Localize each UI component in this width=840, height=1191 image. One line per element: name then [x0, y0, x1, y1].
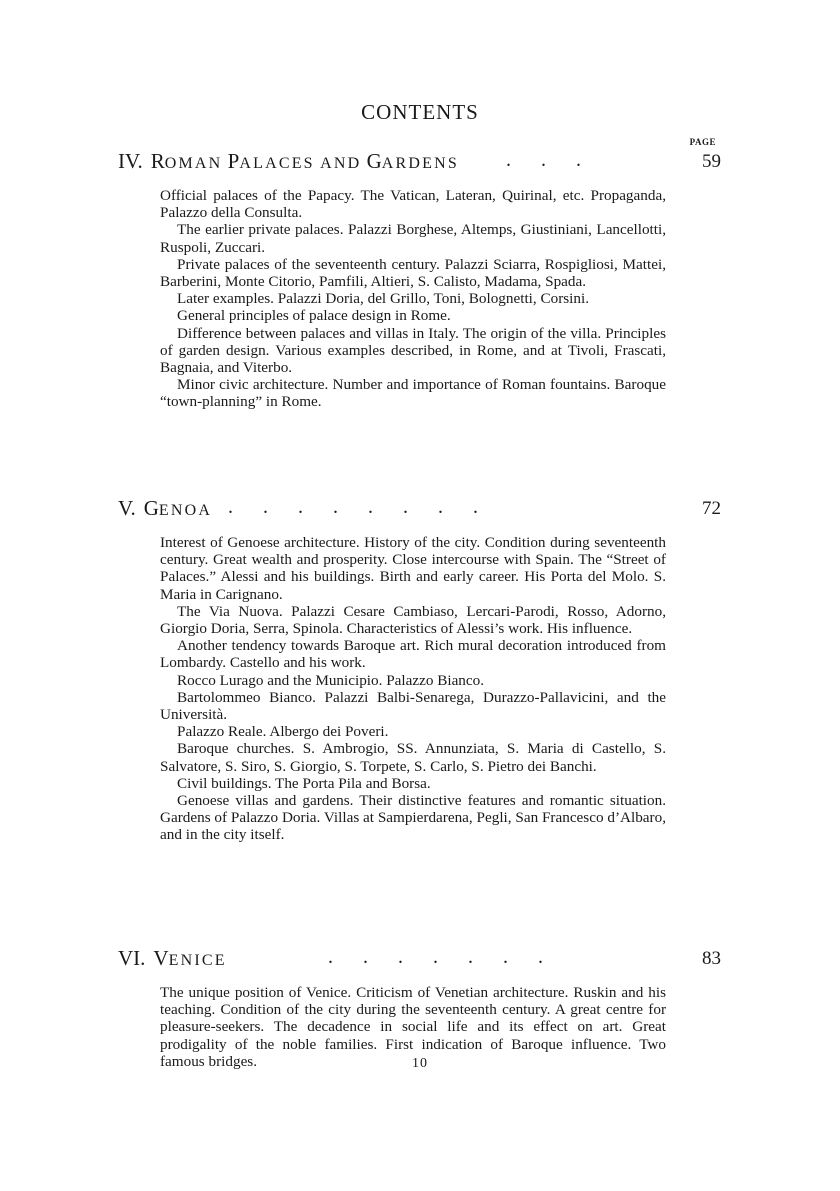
summary-paragraph: Another tendency towards Baroque art. Rich mural decoration introduced from Lombardy. Castello and his work.	[160, 637, 666, 672]
chapter-title-initial: G	[366, 149, 382, 173]
page-column-label: PAGE	[689, 137, 716, 147]
summary-paragraph: Interest of Genoese architecture. History of the city. Condition during seventeenth century. Great wealth and prosperity. Close intercourse with Spain. The “Street of Palaces.” Alessi and his buildings. Birth and early career. His Porta del Molo. S. Maria in Carignano.	[160, 534, 666, 603]
summary-paragraph: Genoese villas and gardens. Their distinctive features and romantic situation. Gardens of Palazzo Doria. Villas at Sampierdarena, Pegli, San Francesco d’Albaro, and in the city itself.	[160, 792, 666, 844]
summary-paragraph: Difference between palaces and villas in Italy. The origin of the villa. Principles of garden design. Various examples described, in Rome, and at Tivoli, Frascati, Bagnaia, and Viterbo.	[160, 324, 666, 377]
dot-leaders: . . . . . . . .	[228, 496, 478, 518]
chapter-vi	[118, 946, 721, 1070]
chapter-page-number: 83	[702, 948, 721, 969]
chapter-page-number: 72	[702, 498, 721, 519]
chapter-title-word: ENICE	[168, 952, 227, 969]
dot-leaders: . . . . . . .	[328, 946, 543, 968]
chapter-heading	[118, 946, 721, 976]
chapter-iv	[118, 149, 721, 411]
summary-paragraph: The Via Nuova. Palazzi Cesare Cambiaso, Lercari-Parodi, Rosso, Adorno, Giorgio Doria, Serra, Spinola. Characteristics of Alessi’s work. His influence.	[160, 602, 666, 638]
dot-leaders: . . .	[506, 149, 581, 171]
page-folio: 10	[412, 1056, 428, 1071]
summary-paragraph: Bartolommeo Bianco. Palazzi Balbi-Senarega, Durazzo-Pallavicini, and the Università.	[160, 688, 666, 724]
summary-paragraph: General principles of palace design in Rome.	[177, 307, 451, 325]
chapter-title-initial: V	[153, 946, 169, 970]
chapter-numeral: IV.	[118, 149, 143, 173]
chapter-title-word: OMAN	[164, 155, 223, 172]
chapter-heading	[118, 496, 721, 526]
page-title: CONTENTS	[361, 100, 479, 124]
chapter-v	[118, 496, 721, 844]
summary-paragraph: Minor civic architecture. Number and importance of Roman fountains. Baroque “town-planning” in Rome.	[160, 376, 666, 411]
chapter-numeral: VI.	[118, 946, 146, 970]
chapter-title-initial: G	[143, 496, 159, 520]
summary-paragraph: Civil buildings. The Porta Pila and Borsa.	[177, 774, 431, 792]
chapter-title-initial: P	[227, 149, 240, 173]
summary-paragraph: Palazzo Reale. Albergo dei Poveri.	[177, 723, 389, 741]
chapter-heading	[118, 149, 721, 179]
summary-paragraph: Rocco Lurago and the Municipio. Palazzo Bianco.	[177, 671, 485, 689]
summary-paragraph: Later examples. Palazzi Doria, del Grillo, Toni, Bolognetti, Corsini.	[177, 290, 590, 308]
chapter-title	[118, 149, 459, 174]
summary-paragraph: The earlier private palaces. Palazzi Borghese, Altemps, Giustiniani, Lancellotti, Ruspoli, Zuccari.	[160, 221, 666, 256]
chapter-numeral: V.	[118, 496, 136, 520]
chapter-page-number: 59	[702, 151, 721, 172]
chapter-title-word: ALACES AND	[239, 155, 362, 172]
chapter-summary	[160, 534, 666, 844]
chapter-summary	[160, 187, 666, 411]
chapter-title-word: ENOA	[158, 502, 213, 519]
summary-paragraph: Baroque churches. S. Ambrogio, SS. Annunziata, S. Maria di Castello, S. Salvatore, S. Siro, S. Giorgio, S. Torpete, S. Carlo, S. Pietro dei Banchi.	[160, 740, 666, 775]
chapter-title	[118, 946, 227, 971]
chapter-title-initial: R	[150, 149, 165, 173]
chapter-title-word: ARDENS	[381, 155, 460, 172]
chapter-title	[118, 496, 212, 521]
summary-paragraph: Private palaces of the seventeenth century. Palazzi Sciarra, Rospigliosi, Mattei, Barberini, Monte Citorio, Pamfili, Altieri, S. Calisto, Madama, Spada.	[160, 255, 666, 291]
summary-paragraph: Official palaces of the Papacy. The Vatican, Lateran, Quirinal, etc. Propaganda, Palazzo della Consulta.	[160, 187, 666, 222]
summary-paragraph: The unique position of Venice. Criticism of Venetian architecture. Ruskin and his teaching. Condition of the city during the seventeenth century. A great centre for pleasure-seekers. The decadence in social life and its effect on art. Great prodigality of the noble families. First indication of Baroque influence. Two famous bridges.	[160, 984, 666, 1070]
